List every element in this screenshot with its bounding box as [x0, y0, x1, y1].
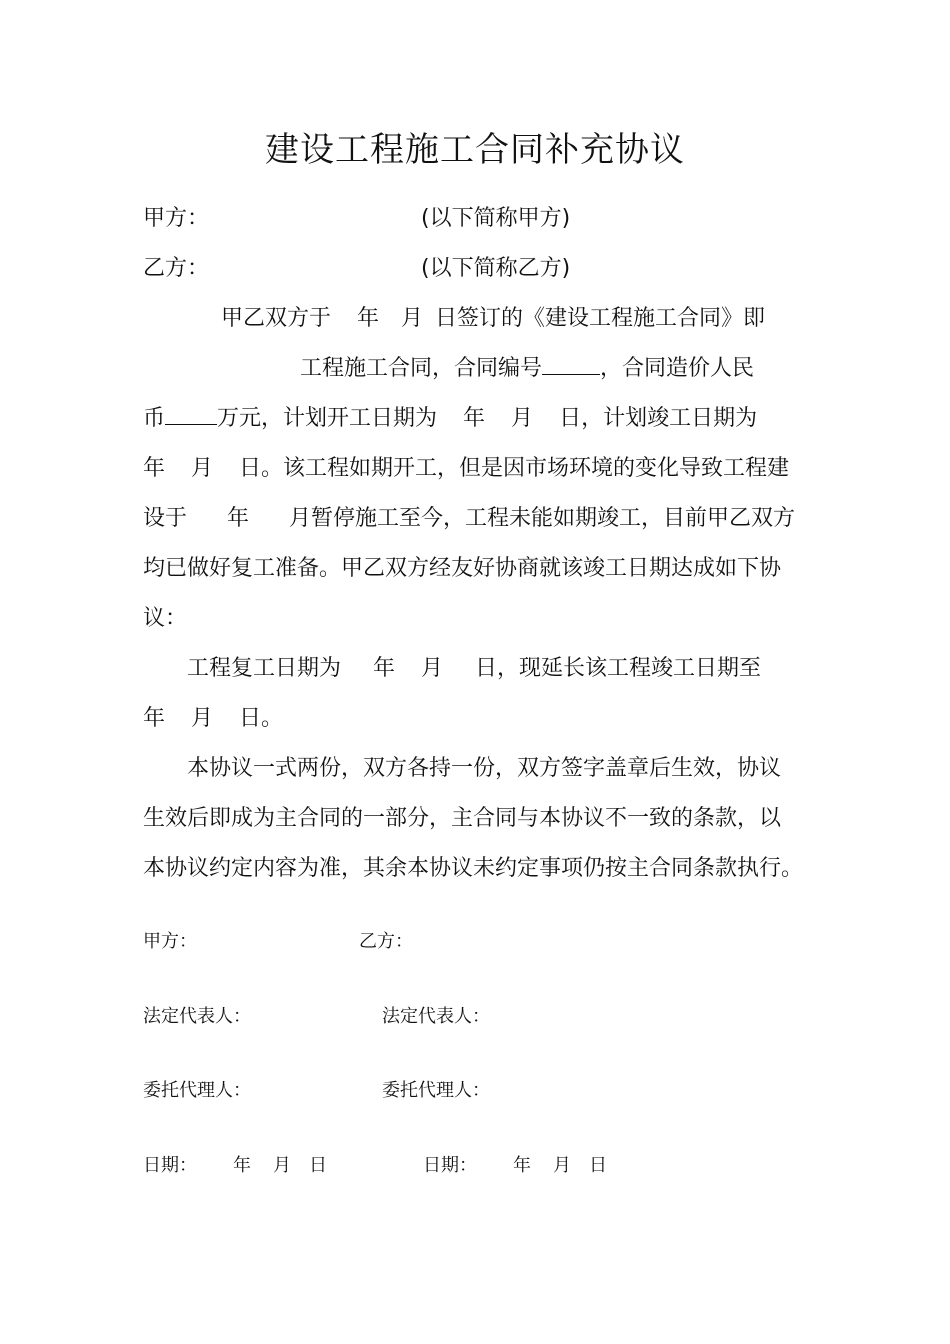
- contract-number-blank: [542, 373, 600, 375]
- party-a-note: (以下简称甲方): [421, 206, 571, 231]
- month-label: 月: [511, 406, 534, 431]
- text-segment: ，合同造价人民: [600, 356, 755, 381]
- sign-agent-b: 委托代理人：: [382, 1080, 490, 1101]
- sign-legal-rep-b: 法定代表人：: [382, 1006, 490, 1027]
- month-label: 月: [421, 656, 444, 681]
- year-label: 年: [233, 1155, 251, 1176]
- paragraph-line: 生效后即成为主合同的一部分，主合同与本协议不一致的条款，以: [143, 806, 782, 831]
- document-title: 建设工程施工合同补充协议: [265, 130, 685, 170]
- text-segment: 日。该工程如期开工，但是因市场环境的变化导致工程建: [239, 456, 790, 481]
- text-segment: 工程复工日期为: [187, 656, 342, 681]
- month-label: 月: [401, 306, 424, 331]
- month-label: 月: [191, 456, 214, 481]
- text-segment: 月暂停施工至今，工程未能如期竣工，目前甲乙双方: [289, 506, 796, 531]
- day-label: 日: [309, 1155, 327, 1176]
- year-label: 年: [143, 706, 166, 731]
- year-label: 年: [227, 506, 250, 531]
- sign-party-a: 甲方：: [143, 931, 197, 952]
- text-segment: 工程施工合同，合同编号: [300, 356, 543, 381]
- month-label: 月: [191, 706, 214, 731]
- text-segment: 日，现延长该工程竣工日期至: [475, 656, 762, 681]
- day-label: 日: [589, 1155, 607, 1176]
- paragraph-line: 均已做好复工准备。甲乙双方经友好协商就该竣工日期达成如下协: [143, 556, 782, 581]
- party-a-label: 甲方：: [143, 206, 210, 231]
- text-segment: 币: [143, 406, 166, 431]
- text-segment: 日。: [239, 706, 284, 731]
- sign-party-b: 乙方：: [359, 931, 413, 952]
- paragraph-line: [221, 304, 765, 334]
- party-b-note: (以下简称乙方): [421, 256, 571, 281]
- text-segment: 日签订的《建设工程施工合同》即: [435, 306, 766, 331]
- paragraph-line: [143, 454, 789, 484]
- paragraph-line: [143, 504, 795, 534]
- text-segment: 日，计划竣工日期为: [559, 406, 758, 431]
- text-segment: 设于: [143, 506, 188, 531]
- year-label: 年: [143, 456, 166, 481]
- paragraph-line: 本协议约定内容为准，其余本协议未约定事项仍按主合同条款执行。: [143, 856, 804, 881]
- paragraph-line: [143, 404, 757, 434]
- date-label: 日期：: [143, 1155, 197, 1176]
- party-b-label: 乙方：: [143, 256, 210, 281]
- text-segment: 万元，计划开工日期为: [217, 406, 438, 431]
- date-label: 日期：: [423, 1155, 477, 1176]
- paragraph-line: [143, 704, 283, 734]
- paragraph-line: 本协议一式两份，双方各持一份，双方签字盖章后生效，协议: [187, 756, 782, 781]
- sign-legal-rep-a: 法定代表人：: [143, 1006, 251, 1027]
- month-label: 月: [273, 1155, 291, 1176]
- text-segment: 甲乙双方于: [221, 306, 332, 331]
- paragraph-line: [300, 354, 754, 384]
- sign-date-a: [143, 1154, 327, 1178]
- year-label: 年: [513, 1155, 531, 1176]
- paragraph-line: 议：: [143, 606, 188, 631]
- sign-agent-a: 委托代理人：: [143, 1080, 251, 1101]
- month-label: 月: [553, 1155, 571, 1176]
- year-label: 年: [463, 406, 486, 431]
- year-label: 年: [357, 306, 380, 331]
- paragraph-line: [187, 654, 761, 684]
- sign-date-b: [423, 1154, 607, 1178]
- year-label: 年: [373, 656, 396, 681]
- contract-price-blank: [165, 423, 217, 425]
